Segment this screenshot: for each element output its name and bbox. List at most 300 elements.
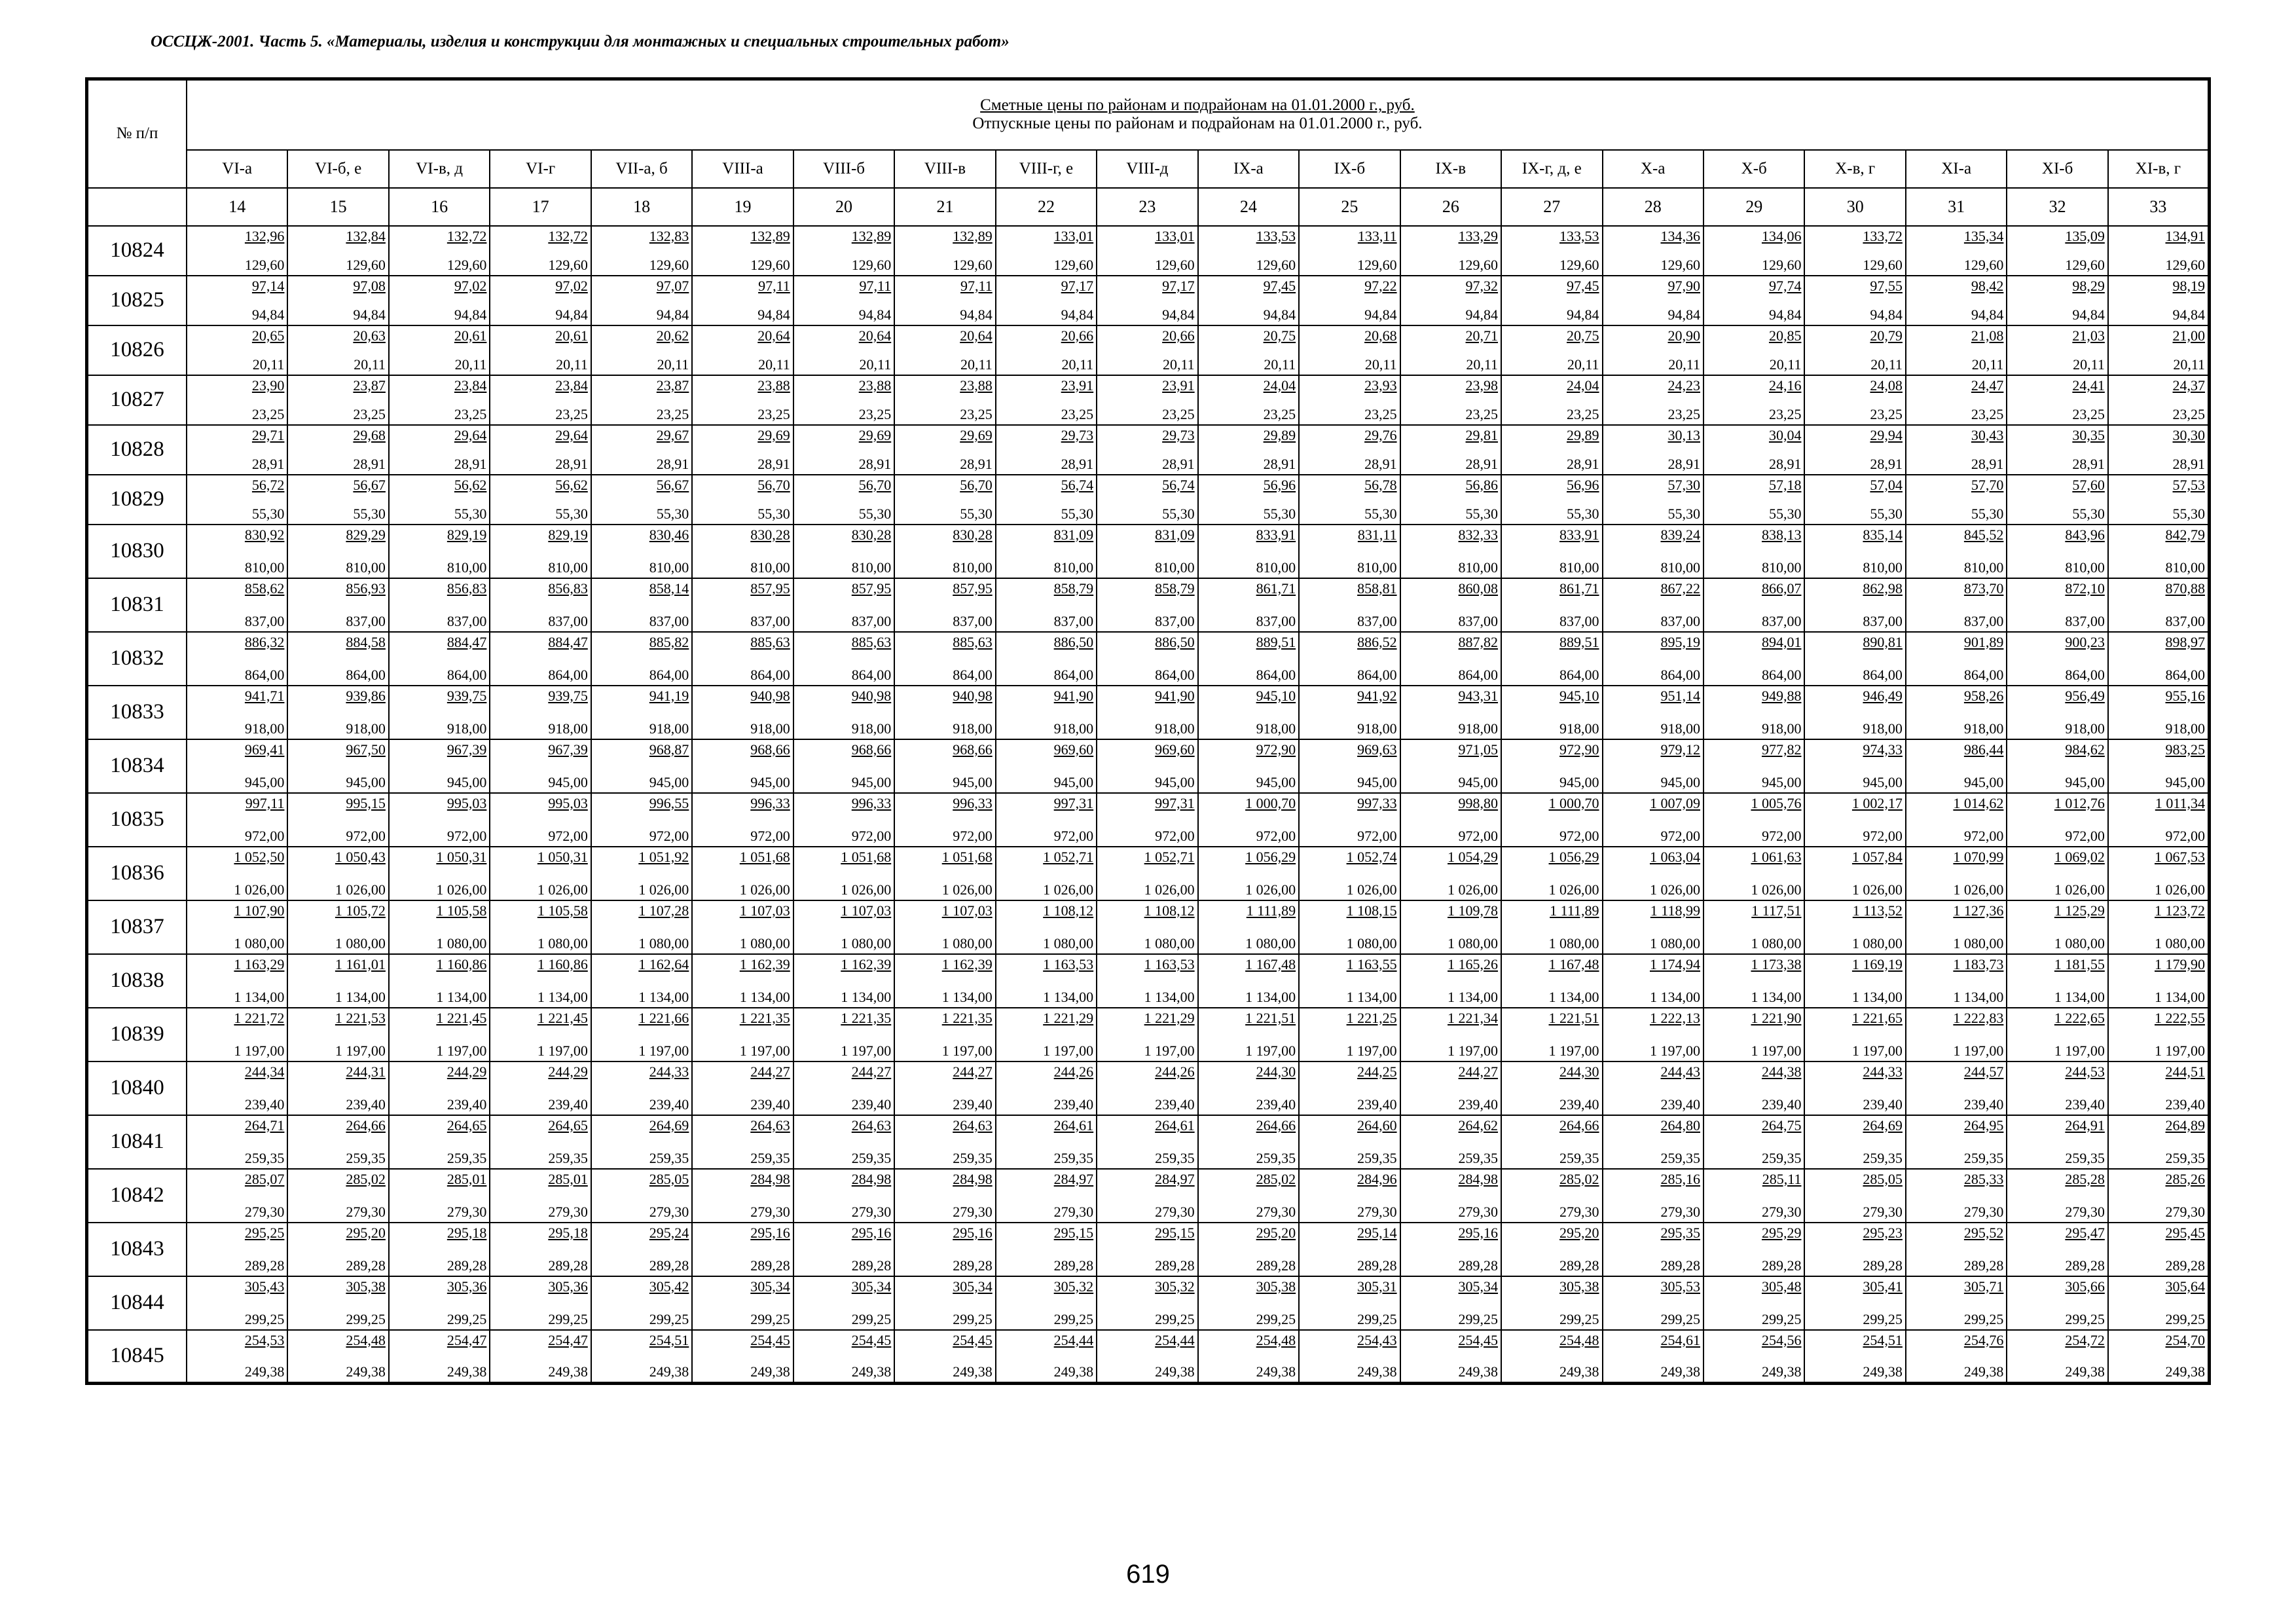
release-price: 239,40 — [244, 1096, 285, 1113]
estimate-price: 30,30 — [2172, 426, 2205, 443]
price-cell — [591, 686, 692, 739]
price-cell — [996, 1008, 1097, 1061]
release-price: 918,00 — [1559, 720, 1599, 737]
price-cell — [1400, 1330, 1501, 1384]
estimate-price: 945,10 — [1559, 687, 1599, 704]
estimate-price: 939,75 — [446, 687, 487, 704]
release-price: 864,00 — [548, 666, 588, 683]
price-cell — [1603, 475, 1704, 525]
estimate-price: 284,98 — [953, 1170, 993, 1187]
price-cell — [1198, 1330, 1299, 1384]
price-cell — [591, 793, 692, 847]
price-cell — [2007, 1330, 2107, 1384]
price-cell — [287, 475, 388, 525]
estimate-price: 890,81 — [1863, 633, 1903, 650]
release-price: 810,00 — [1660, 559, 1700, 576]
price-cell — [490, 900, 591, 954]
price-cell — [793, 954, 894, 1008]
estimate-price: 29,71 — [251, 426, 285, 443]
release-price: 945,00 — [1357, 773, 1397, 790]
estimate-price: 1 221,65 — [1851, 1009, 1903, 1026]
price-cell — [591, 954, 692, 1008]
column-number: 22 — [996, 188, 1097, 226]
price-cell — [1400, 954, 1501, 1008]
estimate-price: 1 007,09 — [1649, 794, 1700, 811]
release-price: 279,30 — [2065, 1203, 2105, 1220]
row-number: 10837 — [87, 900, 187, 954]
table-row — [87, 954, 2210, 1008]
table-row — [87, 847, 2210, 900]
estimate-price: 97,22 — [1364, 277, 1397, 294]
price-cell — [1804, 475, 1905, 525]
estimate-price: 829,19 — [446, 526, 487, 543]
price-cell — [996, 475, 1097, 525]
estimate-price: 968,66 — [750, 741, 790, 758]
price-cell — [2108, 686, 2210, 739]
estimate-price: 135,34 — [1963, 227, 2004, 244]
estimate-price: 20,61 — [454, 327, 487, 344]
release-price: 239,40 — [953, 1096, 993, 1113]
estimate-price: 1 117,51 — [1751, 902, 1802, 919]
release-price: 918,00 — [346, 720, 386, 737]
estimate-price: 264,66 — [1559, 1116, 1599, 1134]
release-price: 945,00 — [953, 773, 993, 790]
release-price: 299,25 — [1357, 1310, 1397, 1327]
row-number: 10845 — [87, 1330, 187, 1384]
release-price: 289,28 — [1761, 1257, 1802, 1274]
estimate-price: 284,96 — [1357, 1170, 1397, 1187]
release-price: 945,00 — [1559, 773, 1599, 790]
estimate-price: 946,49 — [1863, 687, 1903, 704]
release-price: 249,38 — [750, 1363, 790, 1380]
price-cell — [287, 578, 388, 632]
estimate-price: 1 221,90 — [1751, 1009, 1802, 1026]
release-price: 279,30 — [649, 1203, 689, 1220]
price-cell — [1704, 793, 1804, 847]
release-price: 239,40 — [1863, 1096, 1903, 1113]
estimate-price: 996,55 — [649, 794, 689, 811]
price-cell — [894, 1008, 995, 1061]
release-price: 94,84 — [1971, 306, 2004, 323]
table-row — [87, 1276, 2210, 1330]
release-price: 1 026,00 — [739, 881, 790, 898]
estimate-price: 295,18 — [446, 1224, 487, 1241]
price-cell — [187, 578, 287, 632]
release-price: 1 197,00 — [941, 1042, 993, 1059]
price-cell — [996, 375, 1097, 425]
estimate-price: 284,98 — [851, 1170, 892, 1187]
estimate-price: 1 051,68 — [941, 848, 993, 865]
estimate-price: 56,62 — [454, 476, 487, 493]
release-price: 249,38 — [1863, 1363, 1903, 1380]
estimate-price: 858,79 — [1155, 580, 1195, 597]
release-price: 945,00 — [649, 773, 689, 790]
release-price: 1 134,00 — [1144, 988, 1195, 1005]
release-price: 94,84 — [656, 306, 689, 323]
estimate-price: 1 221,45 — [537, 1009, 588, 1026]
estimate-price: 1 221,45 — [436, 1009, 487, 1026]
estimate-price: 858,14 — [649, 580, 689, 597]
release-price: 837,00 — [1053, 612, 1094, 629]
release-price: 918,00 — [1053, 720, 1094, 737]
price-cell — [1501, 475, 1602, 525]
estimate-price: 244,34 — [244, 1063, 285, 1080]
release-price: 864,00 — [1863, 666, 1903, 683]
release-price: 259,35 — [1256, 1149, 1296, 1166]
estimate-price: 955,16 — [2165, 687, 2205, 704]
estimate-price: 1 183,73 — [1953, 955, 2004, 972]
price-cell — [1603, 686, 1704, 739]
release-price: 129,60 — [1155, 256, 1195, 273]
estimate-price: 1 221,66 — [638, 1009, 689, 1026]
estimate-price: 305,41 — [1863, 1278, 1903, 1295]
price-cell — [1097, 425, 1197, 475]
release-price: 23,25 — [353, 405, 386, 422]
release-price: 20,11 — [657, 356, 689, 373]
estimate-price: 858,81 — [1357, 580, 1397, 597]
estimate-price: 30,13 — [1667, 426, 1700, 443]
estimate-price: 1 221,29 — [1043, 1009, 1094, 1026]
estimate-price: 1 057,84 — [1851, 848, 1903, 865]
price-cell — [1299, 954, 1400, 1008]
estimate-price: 20,66 — [1061, 327, 1094, 344]
release-price: 94,84 — [1263, 306, 1296, 323]
release-price: 945,00 — [1458, 773, 1499, 790]
release-price: 20,11 — [1264, 356, 1296, 373]
release-price: 945,00 — [1963, 773, 2004, 790]
estimate-price: 264,62 — [1458, 1116, 1499, 1134]
price-cell — [490, 739, 591, 793]
column-number: 23 — [1097, 188, 1197, 226]
price-cell — [996, 525, 1097, 578]
release-price: 810,00 — [1155, 559, 1195, 576]
release-price: 289,28 — [649, 1257, 689, 1274]
price-cell — [1299, 900, 1400, 954]
price-cell — [1501, 632, 1602, 686]
price-cell — [793, 525, 894, 578]
estimate-price: 285,02 — [1559, 1170, 1599, 1187]
release-price: 129,60 — [1761, 256, 1802, 273]
price-cell — [187, 739, 287, 793]
release-price: 810,00 — [1963, 559, 2004, 576]
price-cell — [1704, 226, 1804, 276]
row-number: 10842 — [87, 1169, 187, 1223]
price-cell — [1400, 1008, 1501, 1061]
price-cell — [591, 900, 692, 954]
price-cell — [1804, 1276, 1905, 1330]
price-cell — [2007, 375, 2107, 425]
price-cell — [1299, 686, 1400, 739]
release-price: 129,60 — [548, 256, 588, 273]
release-price: 289,28 — [1053, 1257, 1094, 1274]
release-price: 28,91 — [1870, 455, 1903, 472]
release-price: 20,11 — [1668, 356, 1700, 373]
estimate-price: 29,69 — [960, 426, 993, 443]
column-number-blank — [87, 188, 187, 226]
release-price: 249,38 — [1357, 1363, 1397, 1380]
price-cell — [1400, 1115, 1501, 1169]
release-price: 945,00 — [1761, 773, 1802, 790]
estimate-price: 996,33 — [953, 794, 993, 811]
price-cell — [793, 632, 894, 686]
release-price: 249,38 — [2165, 1363, 2205, 1380]
estimate-price: 305,66 — [2065, 1278, 2105, 1295]
price-cell — [793, 847, 894, 900]
release-price: 972,00 — [548, 827, 588, 844]
estimate-price: 1 052,50 — [234, 848, 285, 865]
table-row — [87, 686, 2210, 739]
estimate-price: 974,33 — [1863, 741, 1903, 758]
region-header: VIII-а — [692, 150, 793, 188]
price-cell — [692, 686, 793, 739]
price-cell — [793, 900, 894, 954]
release-price: 129,60 — [1963, 256, 2004, 273]
release-price: 299,25 — [1761, 1310, 1802, 1327]
price-cell — [389, 276, 490, 325]
estimate-price: 56,62 — [555, 476, 588, 493]
price-cell — [1804, 425, 1905, 475]
estimate-price: 295,47 — [2065, 1224, 2105, 1241]
estimate-price: 305,38 — [346, 1278, 386, 1295]
release-price: 810,00 — [446, 559, 487, 576]
release-price: 1 197,00 — [1043, 1042, 1094, 1059]
release-price: 837,00 — [1256, 612, 1296, 629]
estimate-price: 23,88 — [757, 377, 790, 394]
release-price: 972,00 — [1863, 827, 1903, 844]
release-price: 289,28 — [1155, 1257, 1195, 1274]
release-price: 299,25 — [2065, 1310, 2105, 1327]
release-price: 1 080,00 — [2155, 934, 2205, 951]
estimate-price: 305,36 — [548, 1278, 588, 1295]
estimate-price: 1 111,89 — [1246, 902, 1296, 919]
release-price: 129,60 — [2165, 256, 2205, 273]
price-cell — [287, 525, 388, 578]
release-price: 23,25 — [757, 405, 790, 422]
price-cell — [692, 954, 793, 1008]
release-price: 299,25 — [1863, 1310, 1903, 1327]
estimate-price: 285,01 — [548, 1170, 588, 1187]
price-cell — [2108, 475, 2210, 525]
estimate-price: 23,84 — [454, 377, 487, 394]
price-cell — [1501, 1330, 1602, 1384]
release-price: 129,60 — [750, 256, 790, 273]
estimate-price: 264,71 — [244, 1116, 285, 1134]
price-cell — [894, 375, 995, 425]
row-number: 10834 — [87, 739, 187, 793]
estimate-price: 132,84 — [346, 227, 386, 244]
estimate-price: 285,01 — [446, 1170, 487, 1187]
estimate-price: 284,98 — [750, 1170, 790, 1187]
region-header: IX-в — [1400, 150, 1501, 188]
price-cell — [1097, 1169, 1197, 1223]
release-price: 23,25 — [1870, 405, 1903, 422]
price-cell — [1097, 226, 1197, 276]
price-cell — [996, 1115, 1097, 1169]
price-cell — [1704, 1115, 1804, 1169]
estimate-price: 1 123,72 — [2155, 902, 2205, 919]
release-price: 289,28 — [2065, 1257, 2105, 1274]
price-cell — [894, 793, 995, 847]
estimate-price: 858,79 — [1053, 580, 1094, 597]
price-cell — [187, 1008, 287, 1061]
release-price: 239,40 — [1660, 1096, 1700, 1113]
price-cell — [1400, 900, 1501, 954]
release-price: 129,60 — [1660, 256, 1700, 273]
price-cell — [793, 739, 894, 793]
table-row — [87, 632, 2210, 686]
release-price: 20,11 — [2173, 356, 2205, 373]
release-price: 289,28 — [1256, 1257, 1296, 1274]
price-cell — [1603, 1061, 1704, 1115]
price-cell — [1804, 375, 1905, 425]
release-price: 299,25 — [1559, 1310, 1599, 1327]
estimate-price: 135,09 — [2065, 227, 2105, 244]
price-cell — [287, 686, 388, 739]
price-cell — [692, 276, 793, 325]
estimate-price: 29,67 — [656, 426, 689, 443]
estimate-price: 1 067,53 — [2155, 848, 2205, 865]
estimate-price: 968,87 — [649, 741, 689, 758]
price-cell — [2007, 1061, 2107, 1115]
estimate-price: 284,97 — [1053, 1170, 1094, 1187]
price-cell — [389, 686, 490, 739]
release-price: 918,00 — [750, 720, 790, 737]
row-number: 10844 — [87, 1276, 187, 1330]
region-header: X-а — [1603, 150, 1704, 188]
price-cell — [894, 954, 995, 1008]
estimate-price: 969,63 — [1357, 741, 1397, 758]
price-cell — [389, 1276, 490, 1330]
estimate-price: 97,02 — [454, 277, 487, 294]
release-price: 1 197,00 — [436, 1042, 487, 1059]
estimate-price: 264,75 — [1761, 1116, 1802, 1134]
release-price: 1 026,00 — [436, 881, 487, 898]
release-price: 972,00 — [953, 827, 993, 844]
estimate-price: 264,65 — [446, 1116, 487, 1134]
price-cell — [2108, 525, 2210, 578]
price-cell — [1501, 578, 1602, 632]
price-cell — [894, 900, 995, 954]
release-price: 1 134,00 — [1043, 988, 1094, 1005]
estimate-price: 264,65 — [548, 1116, 588, 1134]
release-price: 129,60 — [649, 256, 689, 273]
price-cell — [996, 739, 1097, 793]
estimate-price: 133,72 — [1863, 227, 1903, 244]
estimate-price: 20,64 — [757, 327, 790, 344]
estimate-price: 941,90 — [1155, 687, 1195, 704]
estimate-price: 134,06 — [1761, 227, 1802, 244]
release-price: 837,00 — [1963, 612, 2004, 629]
release-price: 28,91 — [1971, 455, 2004, 472]
estimate-price: 56,67 — [656, 476, 689, 493]
estimate-price: 1 160,86 — [436, 955, 487, 972]
release-price: 239,40 — [1761, 1096, 1802, 1113]
price-cell — [187, 1169, 287, 1223]
release-price: 1 026,00 — [1346, 881, 1397, 898]
row-number: 10832 — [87, 632, 187, 686]
release-price: 1 197,00 — [2155, 1042, 2205, 1059]
release-price: 94,84 — [555, 306, 588, 323]
price-cell — [1400, 475, 1501, 525]
release-price: 864,00 — [2065, 666, 2105, 683]
price-cell — [1501, 954, 1602, 1008]
release-price: 289,28 — [1863, 1257, 1903, 1274]
estimate-price: 832,33 — [1458, 526, 1499, 543]
estimate-price: 857,95 — [750, 580, 790, 597]
estimate-price: 295,15 — [1053, 1224, 1094, 1241]
release-price: 94,84 — [2072, 306, 2105, 323]
estimate-price: 969,41 — [244, 741, 285, 758]
price-cell — [1804, 1061, 1905, 1115]
estimate-price: 285,11 — [1762, 1170, 1802, 1187]
table-row — [87, 525, 2210, 578]
estimate-price: 1 000,70 — [1245, 794, 1296, 811]
price-cell — [1097, 276, 1197, 325]
estimate-price: 1 050,43 — [335, 848, 386, 865]
release-price: 259,35 — [1559, 1149, 1599, 1166]
release-price: 864,00 — [244, 666, 285, 683]
release-price: 1 080,00 — [2054, 934, 2105, 951]
price-cell — [1804, 847, 1905, 900]
price-cell — [2108, 1276, 2210, 1330]
release-price: 1 080,00 — [1548, 934, 1599, 951]
price-cell — [1906, 1169, 2007, 1223]
price-cell — [1097, 578, 1197, 632]
price-cell — [1198, 276, 1299, 325]
price-cell — [1400, 525, 1501, 578]
estimate-price: 860,08 — [1458, 580, 1499, 597]
estimate-price: 972,90 — [1256, 741, 1296, 758]
region-header: VI-а — [187, 150, 287, 188]
region-header: IX-г, д, е — [1501, 150, 1602, 188]
price-cell — [287, 1223, 388, 1276]
estimate-price: 133,01 — [1053, 227, 1094, 244]
price-cell — [1804, 1223, 1905, 1276]
price-cell — [1400, 632, 1501, 686]
release-price: 1 197,00 — [1245, 1042, 1296, 1059]
price-cell — [389, 1223, 490, 1276]
estimate-price: 305,43 — [244, 1278, 285, 1295]
price-cell — [591, 226, 692, 276]
estimate-price: 1 011,34 — [2155, 794, 2205, 811]
release-price: 837,00 — [1863, 612, 1903, 629]
price-cell — [1097, 847, 1197, 900]
price-cell — [591, 1330, 692, 1384]
price-cell — [1501, 1115, 1602, 1169]
release-price: 1 134,00 — [1649, 988, 1700, 1005]
estimate-price: 24,37 — [2172, 377, 2205, 394]
release-price: 1 026,00 — [638, 881, 689, 898]
estimate-price: 295,24 — [649, 1224, 689, 1241]
price-cell — [2007, 475, 2107, 525]
estimate-price: 98,19 — [2172, 277, 2205, 294]
release-price: 94,84 — [858, 306, 892, 323]
price-cell — [1704, 954, 1804, 1008]
release-price: 249,38 — [346, 1363, 386, 1380]
estimate-price: 1 107,03 — [941, 902, 993, 919]
estimate-price: 831,11 — [1357, 526, 1397, 543]
release-price: 972,00 — [2165, 827, 2205, 844]
release-price: 23,25 — [1567, 405, 1599, 422]
price-cell — [894, 525, 995, 578]
estimate-price: 1 127,36 — [1953, 902, 2004, 919]
release-price: 1 134,00 — [1448, 988, 1499, 1005]
estimate-price: 20,64 — [858, 327, 892, 344]
release-price: 918,00 — [953, 720, 993, 737]
row-number: 10830 — [87, 525, 187, 578]
price-cell — [1198, 686, 1299, 739]
release-price: 1 080,00 — [841, 934, 892, 951]
